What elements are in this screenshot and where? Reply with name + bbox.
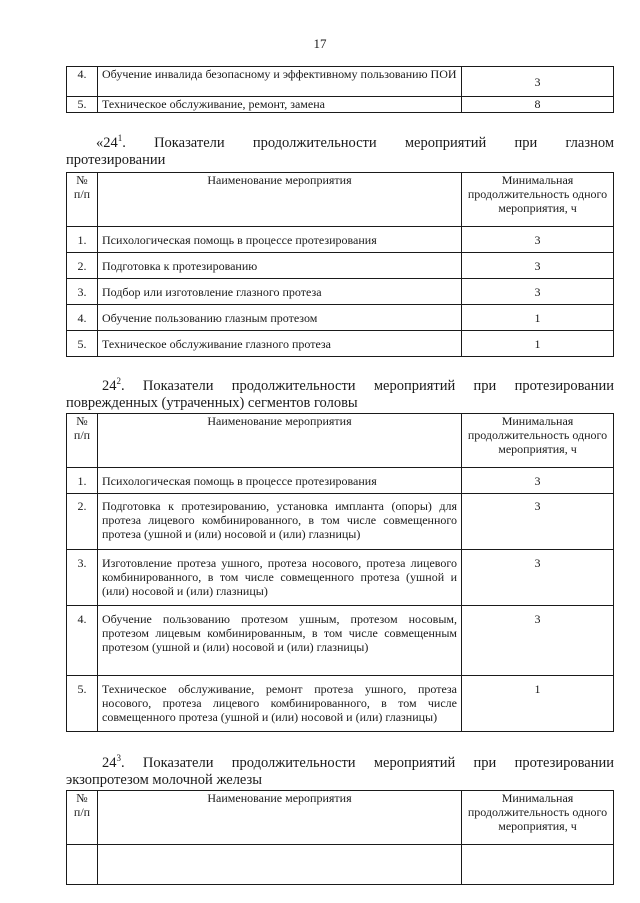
row-number: 5.	[67, 331, 98, 357]
row-duration: 3	[462, 494, 614, 550]
row-number: 4.	[67, 606, 98, 676]
table-row	[67, 305, 614, 331]
row-activity-name: Обучение пользованию глазным протезом	[98, 305, 462, 331]
table-row	[67, 606, 614, 676]
heading-text: . Показатели продолжительности мероприятий при протезировании	[121, 378, 614, 394]
row-activity-name: Обучение инвалида безопасному и эффективному пользованию ПОИ	[98, 67, 462, 97]
row-number: 1.	[67, 227, 98, 253]
header-duration: Минимальная продолжительность одного мероприятия, ч	[462, 173, 614, 227]
row-activity-name: Подготовка к протезированию, установка импланта (опоры) для протеза лицевого комбинированного, в том числе совмещенного протеза (ушной и (или) носовой и (или) глазницы)	[98, 494, 462, 550]
row-activity-name: Подготовка к протезированию	[98, 253, 462, 279]
header-number: № п/п	[67, 173, 98, 227]
row-number: 4.	[67, 305, 98, 331]
row-number: 5.	[67, 97, 98, 113]
row-number	[67, 845, 98, 885]
row-number: 3.	[67, 279, 98, 305]
heading-prefix: 24	[102, 755, 117, 771]
row-activity-name	[98, 845, 462, 885]
row-duration: 3	[462, 67, 614, 97]
table-row	[67, 227, 614, 253]
heading-text: . Показатели продолжительности мероприятий при глазном	[122, 135, 614, 151]
table-row	[67, 676, 614, 732]
table-eye-prosthetics	[66, 172, 614, 357]
row-duration	[462, 845, 614, 885]
heading-prefix: «24	[96, 135, 118, 151]
table-row	[67, 468, 614, 494]
row-number: 2.	[67, 253, 98, 279]
row-activity-name: Изготовление протеза ушного, протеза носового, протеза лицевого комбинированного, в том числе совмещенного протеза (ушной и (или) носовой и (или) глазницы)	[98, 550, 462, 606]
row-activity-name: Техническое обслуживание, ремонт протеза ушного, протеза носового, протеза лицевого комбинированного, в том числе совмещенного протеза (ушной и (или) носовой и (или) глазницы)	[98, 676, 462, 732]
heading-superscript: 2	[116, 376, 121, 386]
table-header-row	[67, 791, 614, 845]
row-activity-name: Техническое обслуживание, ремонт, замена	[98, 97, 462, 113]
header-activity-name: Наименование мероприятия	[98, 173, 462, 227]
row-number: 5.	[67, 676, 98, 732]
header-activity-name: Наименование мероприятия	[98, 791, 462, 845]
heading-text-line2: экзопротезом молочной железы	[66, 772, 263, 788]
heading-text: . Показатели продолжительности мероприятий при протезировании	[121, 755, 614, 771]
row-activity-name: Подбор или изготовление глазного протеза	[98, 279, 462, 305]
heading-prefix: 24	[102, 378, 117, 394]
row-activity-name: Обучение пользованию протезом ушным, протезом носовым, протезом лицевым комбинированным, в том числе совмещенным протезом (ушной и (или) носовой и (или) глазницы)	[98, 606, 462, 676]
header-duration: Минимальная продолжительность одного мероприятия, ч	[462, 414, 614, 468]
row-activity-name: Психологическая помощь в процессе протезирования	[98, 227, 462, 253]
table-row	[67, 494, 614, 550]
row-number: 1.	[67, 468, 98, 494]
heading-superscript: 3	[116, 753, 121, 763]
row-duration: 3	[462, 550, 614, 606]
table-row	[67, 331, 614, 357]
row-duration: 3	[462, 468, 614, 494]
row-duration: 1	[462, 305, 614, 331]
heading-superscript: 1	[117, 133, 123, 143]
row-duration: 8	[462, 97, 614, 113]
table-row	[67, 97, 614, 113]
header-duration: Минимальная продолжительность одного мероприятия, ч	[462, 791, 614, 845]
header-number: № п/п	[67, 414, 98, 468]
table-row	[67, 279, 614, 305]
row-duration: 3	[462, 606, 614, 676]
table-row	[67, 253, 614, 279]
heading-text-line2: протезировании	[66, 152, 166, 168]
section-heading-24-3	[66, 755, 614, 789]
table-header-row	[67, 173, 614, 227]
section-heading-24-2	[66, 378, 614, 412]
row-duration: 1	[462, 676, 614, 732]
table-row	[67, 67, 614, 97]
row-number: 3.	[67, 550, 98, 606]
page-number: 17	[313, 36, 327, 51]
table-row	[67, 845, 614, 885]
row-activity-name: Психологическая помощь в процессе протезирования	[98, 468, 462, 494]
row-activity-name: Техническое обслуживание глазного протеза	[98, 331, 462, 357]
header-number: № п/п	[67, 791, 98, 845]
row-number: 4.	[67, 67, 98, 97]
table-head-segments-prosthetics	[66, 413, 614, 732]
row-duration: 3	[462, 227, 614, 253]
row-duration: 3	[462, 253, 614, 279]
table-header-row	[67, 414, 614, 468]
row-number: 2.	[67, 494, 98, 550]
table-breast-exoprosthesis	[66, 790, 614, 885]
row-duration: 1	[462, 331, 614, 357]
heading-text-line2: поврежденных (утраченных) сегментов головы	[66, 395, 358, 411]
table-row	[67, 550, 614, 606]
header-activity-name: Наименование мероприятия	[98, 414, 462, 468]
row-duration: 3	[462, 279, 614, 305]
top-table	[66, 66, 614, 113]
section-heading-24-1	[66, 135, 614, 169]
